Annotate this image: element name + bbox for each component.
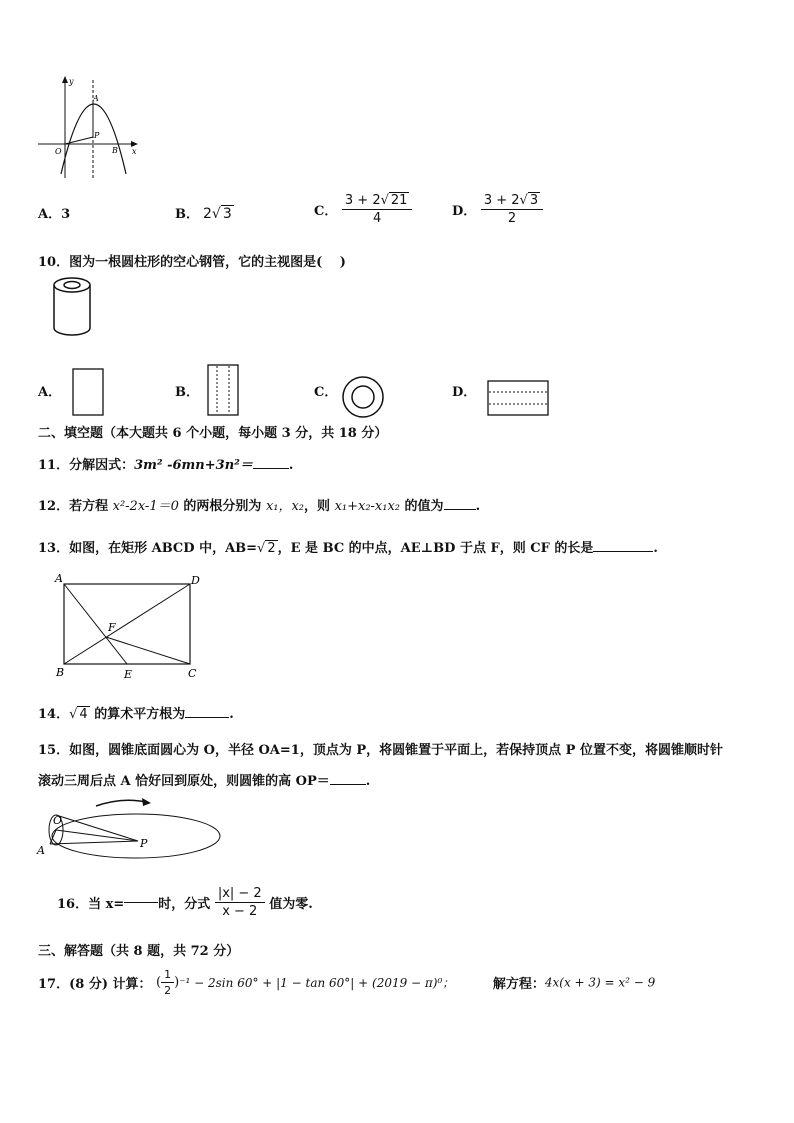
q14-prefix: 14． [38,707,70,722]
label-e: E [124,668,133,681]
q15-line1: 15．如图，圆锥底面圆心为 O，半径 OA=1，顶点为 P，将圆锥置于平面上，若保持顶点 P 位置不变，将圆锥顺时针 [38,743,723,758]
label-p: P [140,837,148,850]
label-c: C [188,667,197,680]
q12-answer-blank[interactable] [444,509,476,510]
cone-height-op [56,830,138,841]
q14-end: . [229,707,234,722]
outer-rectangle [208,365,238,415]
q12-roots: x₁，x₂ [265,499,305,514]
q13-end: . [653,541,658,556]
option-letter: A． [38,207,62,222]
q13-post: ，E 是 BC 的中点，AE⊥BD 于点 F，则 CF 的长是 [277,541,594,556]
label-b: B [112,146,118,155]
label-d: D [191,574,200,587]
label-y: y [69,77,74,86]
q10-stem: 10．图为一根圆柱形的空心钢管，它的主视图是( ) [38,255,346,270]
label-x: x [132,147,137,156]
q11-end: . [288,458,294,473]
q16-answer-blank[interactable] [124,902,158,903]
pipe-hole [64,282,80,289]
option-a-rectangle [72,368,104,416]
label-b: B [56,666,65,679]
q17-prefix: 17．(8 分) 计算： [38,977,152,992]
segment-op [65,137,93,144]
q12-expression: x₁+x₂-x₁x₂ [334,499,401,514]
q16 [57,886,313,919]
label-a: A [93,94,99,103]
q14-suffix: 的算术平方根为 [89,707,186,722]
q12-prefix: 12．若方程 [38,499,113,514]
q14 [38,703,234,722]
q13 [38,537,658,556]
clockwise-arrow [96,800,146,806]
arrow-head [142,798,151,806]
fraction: $\frac{3 + 2√ 21}{4}$ [342,193,413,226]
q13-pre: 13．如图，在矩形 ABCD 中，AB= [38,541,258,556]
q17-solve-equation: 4x(x + 3) = x² − 9 [544,975,656,990]
sqrt-expression: 2√ 3 [203,206,232,222]
q11-prefix: 11．分解因式： [38,458,135,473]
option-value: 3 [61,207,71,222]
line-fc [106,637,190,664]
plain-rectangle [73,369,103,415]
line-ae [64,584,127,664]
q16-suffix: 值为零. [269,897,313,912]
q10-option-a[interactable]: A． [38,385,62,400]
outer-rectangle [488,381,548,415]
q15-end: . [365,774,371,789]
q13-answer-blank[interactable] [593,551,653,552]
q9-option-d[interactable] [452,193,543,226]
hollow-pipe-figure [50,276,94,338]
q12-mid: 的两根分别为 [178,499,266,514]
q16-mid: 时，分式 [158,897,211,912]
q16-prefix: 16．当 x= [57,897,125,912]
q12 [38,495,480,514]
paren-close: ) [174,975,180,990]
cone-side-top [56,815,138,841]
q11 [38,454,293,473]
q10-option-b[interactable]: B． [175,385,199,400]
y-axis-arrow [62,76,68,83]
half-fraction: $\frac{1}{2}$ [161,968,174,997]
q10-option-c[interactable]: C． [314,385,338,400]
q14-answer-blank[interactable] [185,717,229,718]
option-b-rectangle-vertical-dashes [207,364,239,416]
q15-line2-text: 滚动三周后点 A 恰好回到原处，则圆锥的高 OP＝ [38,774,330,789]
q15-answer-blank[interactable] [330,784,366,785]
parabola-figure [36,74,146,182]
section-3-heading: 三、解答题（共 8 题，共 72 分） [38,944,240,959]
option-letter: C． [314,204,338,219]
label-a: A [55,572,63,585]
option-d-rectangle-horizontal-dashes [487,380,549,416]
q9-option-a[interactable] [38,203,70,222]
diagonal-bd [64,584,190,664]
pipe-bottom-arc [54,328,90,335]
label-o: O [55,147,62,156]
q11-answer-blank[interactable] [253,468,289,469]
inner-circle [352,386,374,408]
q17-solve-label: 解方程： [492,977,545,992]
option-letter: D． [452,204,477,219]
q15-line2 [38,770,370,789]
sqrt-four: √ 4 [69,707,88,722]
q12-equation: x²-2x-1＝0 [112,499,179,514]
fraction: $\frac{|x| - 2}{x - 2}$ [215,886,265,919]
rolling-path-ellipse [52,814,220,858]
q12-suffix: 的值为 [400,499,444,514]
q9-option-c[interactable] [314,193,412,226]
q12-mid2: ，则 [304,499,335,514]
sqrt-two: √ 2 [257,541,276,556]
label-a: A [37,844,45,857]
q9-option-b[interactable] [175,203,234,222]
rolling-cone-figure [36,797,226,859]
q11-expression: 3m² -6mn+3n²＝ [134,458,253,473]
q17 [38,968,655,997]
paren-open: ( [156,975,162,990]
outer-circle [343,377,383,417]
label-o: O [53,814,63,827]
q10-option-d[interactable]: D． [452,385,477,400]
option-letter: B． [175,207,199,222]
cone-side-bottom [50,841,138,844]
q17-calc-expression: ⁻¹ − 2sin 60° + |1 − tan 60°| + (2019 − π)⁰； [179,976,455,990]
section-2-heading: 二、填空题（本大题共 6 个小题，每小题 3 分，共 18 分） [38,426,388,441]
option-c-ring [341,375,385,419]
fraction: $\frac{3 + 2√ 3}{2}$ [481,193,543,226]
rectangle-abcd-figure [54,570,206,682]
q12-end: . [475,499,481,514]
label-f: F [108,621,116,634]
label-p: P [94,131,100,140]
